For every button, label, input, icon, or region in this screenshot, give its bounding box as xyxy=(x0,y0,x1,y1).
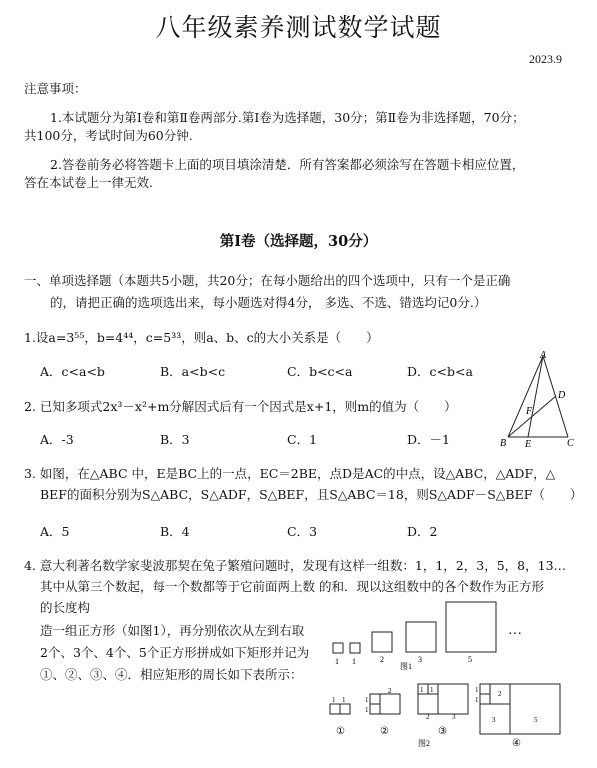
fig2-cell-7: 1 xyxy=(430,686,434,694)
fig2-rect-label-3: ③ xyxy=(438,726,447,737)
fig2-cell-5: 2 xyxy=(388,687,392,695)
fig2-cell-1: 1 xyxy=(332,696,336,704)
question-2-stem: 2. 已知多项式2x³－x²+m分解因式后有一个因式是x+1，则m的值为（ ） xyxy=(24,399,457,414)
fig2-cell-14: 5 xyxy=(534,716,538,724)
question-3-line-1: 3. 如图，在△ABC 中，E是BC上的一点，EC＝2BE，点D是AC的中点，设△ABC，△ADF，△ xyxy=(24,466,556,481)
label-e: E xyxy=(525,439,532,450)
fig2-cell-6: 1 xyxy=(420,686,424,694)
fig2-cell-10: 1 xyxy=(475,686,479,694)
fig2-rect-label-2: ② xyxy=(380,726,389,737)
fig2-cell-2: 1 xyxy=(342,696,346,704)
fig2-cell-9: 3 xyxy=(452,713,456,721)
question-4-line-1: 4. 意大利著名数学家斐波那契在兔子繁殖问题时，发现有这样一组数：1，1，2，3，5，8，13… xyxy=(24,558,567,573)
part1-instructions-line-2: 的，请把正确的选项选出来，每小题选对得4分， 多选、不选、错选均记0分.） xyxy=(50,295,487,310)
q3-option-c: C．3 xyxy=(287,524,318,539)
q3-option-b: B．4 xyxy=(160,524,190,539)
exam-date: 2023.9 xyxy=(529,52,562,66)
fig2-cell-11: 1 xyxy=(475,696,479,704)
question-3-line-2: BEF的面积分别为S△ABC，S△ADF，S△BEF，且S△ABC＝18，则S△ADF－S△BEF（ ） xyxy=(40,487,583,502)
q1-option-d: D．c<b<a xyxy=(407,364,473,379)
notice-item-2-line-1: 2.答卷前务必将答题卡上面的项目填涂清楚．所有答案都必须涂写在答题卡相应位置， xyxy=(50,157,525,172)
sq-label-2: 1 xyxy=(352,657,356,666)
fig2-cell-13: 3 xyxy=(492,716,496,724)
q1-option-a: A．c<a<b xyxy=(40,364,105,379)
fig2-cell-8: 2 xyxy=(426,713,430,721)
q3-option-d: D．2 xyxy=(407,524,438,539)
q2-option-d: D．－1 xyxy=(407,432,450,447)
notice-item-1-line-1: 1.本试题分为第Ⅰ卷和第Ⅱ卷两部分.第Ⅰ卷为选择题，30分；第Ⅱ卷为非选择题，70分； xyxy=(50,110,525,125)
question-4-line-4: 造一组正方形（如图1），再分别依次从左到右取 xyxy=(40,623,305,638)
figure-1-squares xyxy=(328,598,548,678)
q1-option-c: C．b<c<a xyxy=(287,364,353,379)
label-c: C xyxy=(567,438,574,449)
figure-2-rectangles xyxy=(322,682,584,766)
sq-label-1: 1 xyxy=(335,657,339,666)
q2-option-c: C．1 xyxy=(287,432,318,447)
notice-heading: 注意事项： xyxy=(24,81,87,96)
q3-option-a: A．5 xyxy=(40,524,70,539)
section-title: 第Ⅰ卷（选择题，30分） xyxy=(219,233,378,250)
fig2-rect-label-4: ④ xyxy=(512,738,521,749)
question-4-line-5: 2个、3个、4个、5个正方形拼成如下矩形并记为 xyxy=(40,645,310,660)
fig1-ellipsis: … xyxy=(508,623,522,638)
fig2-caption: 图2 xyxy=(418,739,430,748)
question-4-line-2: 其中从第三个数起，每一个数都等于它前面两上数 的和．现以这组数中的各个数作为正方形 xyxy=(40,579,544,594)
q2-option-a: A．-3 xyxy=(40,432,74,447)
q2-option-b: B．3 xyxy=(160,432,190,447)
sq-label-4: 3 xyxy=(418,655,422,664)
fig1-caption: 图1 xyxy=(400,662,412,671)
fig2-cell-4: 1 xyxy=(365,706,369,714)
page-title: 八年级素养测试数学试题 xyxy=(155,13,442,42)
fig2-cell-12: 2 xyxy=(498,690,502,698)
label-f: F xyxy=(526,406,533,417)
question-4-line-3: 的长度构 xyxy=(40,600,91,615)
question-1-stem: 1.设a=3⁵⁵，b=4⁴⁴，c=5³³，则a、b、c的大小关系是（ ） xyxy=(24,330,379,345)
notice-item-1-line-2: 共100分，考试时间为60分钟. xyxy=(24,128,193,143)
notice-item-2-line-2: 答在本试卷上一律无效. xyxy=(24,175,153,190)
fig2-rect-label-1: ① xyxy=(336,726,345,737)
question-4-line-6: ①、②、③、④．相应矩形的周长如下表所示： xyxy=(40,667,303,682)
part1-instructions-line-1: 一、单项选择题（本题共5小题，共20分；在每小题给出的四个选项中，只有一个是正确 xyxy=(24,273,511,288)
fig2-cell-3: 1 xyxy=(365,696,369,704)
sq-label-5: 5 xyxy=(468,655,472,664)
triangle-figure xyxy=(496,350,582,450)
label-b: B xyxy=(500,438,507,449)
label-d: D xyxy=(558,390,566,401)
q1-option-b: B．a<b<c xyxy=(160,364,226,379)
sq-label-3: 2 xyxy=(380,655,384,664)
label-a: A xyxy=(540,350,547,361)
